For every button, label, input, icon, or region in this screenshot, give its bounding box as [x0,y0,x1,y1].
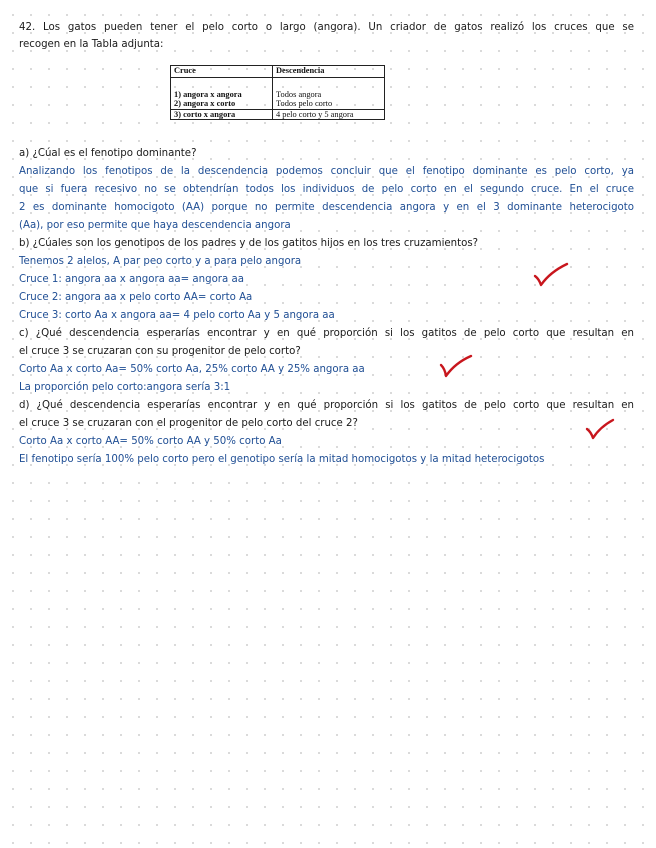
part-d-question-line-2: el cruce 3 se cruzaran con el progenitor de pelo corto del cruce 2? [19,418,358,429]
table-cell-descendencia: Todos pelo corto [273,99,385,109]
part-a-answer-line-2: que si fuera recesivo no se obtendrían todos los individuos de pelo corto en el segundo cruce. En el cruce [19,184,634,195]
part-c-answer-line-2: La proporción pelo corto:angora sería 3:1 [19,382,231,393]
question-title-line-1: 42. Los gatos pueden tener el pelo corto o largo (angora). Un criador de gatos realizó los cruces que se [19,22,634,33]
crosses-table [170,65,385,120]
check-mark-icon [532,262,570,288]
table-row [171,90,385,99]
table-cell-cruce: 1) angora x angora [171,90,273,99]
part-a-answer-line-3: 2 es dominante homocigoto (AA) porque no permite descendencia angora y en el 3 dominante heterocigoto [19,202,634,213]
part-b-answer-line-1: Tenemos 2 alelos, A par peo corto y a para pelo angora [19,256,302,267]
part-b-question: b) ¿Cúales son los genotipos de los padres y de los gatitos hijos en los tres cruzamientos? [19,238,479,249]
part-c-answer-line-1: Corto Aa x corto Aa= 50% corto Aa, 25% corto AA y 25% angora aa [19,364,365,375]
part-b-answer-line-3: Cruce 2: angora aa x pelo corto AA= corto Aa [19,292,253,303]
table-header-cruce: Cruce [171,66,273,78]
part-d-question-line-1: d) ¿Qué descendencia esperarías encontrar y en qué proporción si los gatitos de pelo corto que resultan en [19,400,634,411]
table-cell-descendencia: 4 pelo corto y 5 angora [273,109,385,119]
table-header-descendencia: Descendencia [273,66,385,78]
part-c-question-line-1: c) ¿Qué descendencia esperarías encontrar y en qué proporción si los gatitos de pelo corto que resultan en [19,328,634,339]
part-d-answer-line-2: El fenotipo sería 100% pelo corto pero el genotipo sería la mitad homocigotos y la mitad heterocigotos [19,454,545,465]
check-mark-icon [585,418,615,442]
part-a-answer-line-1: Analizando los fenotipos de la descendencia podemos concluir que el fenotipo dominante es pelo corto, ya [19,166,634,177]
table-cell-cruce: 2) angora x corto [171,99,273,109]
table-row [171,99,385,109]
part-b-answer-line-2: Cruce 1: angora aa x angora aa= angora aa [19,274,244,285]
part-d-answer-line-1: Corto Aa x corto AA= 50% corto AA y 50% corto Aa [19,436,282,447]
part-a-question: a) ¿Cúal es el fenotipo dominante? [19,148,197,159]
question-title-line-2: recogen en la Tabla adjunta: [19,39,164,50]
part-a-answer-line-4: (Aa), por eso permite que haya descendencia angora [19,220,291,231]
part-b-answer-line-4: Cruce 3: corto Aa x angora aa= 4 pelo corto Aa y 5 angora aa [19,310,335,321]
table-cell-descendencia: Todos angora [273,90,385,99]
table-cell-cruce: 3) corto x angora [171,109,273,119]
part-c-question-line-2: el cruce 3 se cruzaran con su progenitor de pelo corto? [19,346,301,357]
check-mark-icon [438,354,474,380]
table-row [171,109,385,119]
